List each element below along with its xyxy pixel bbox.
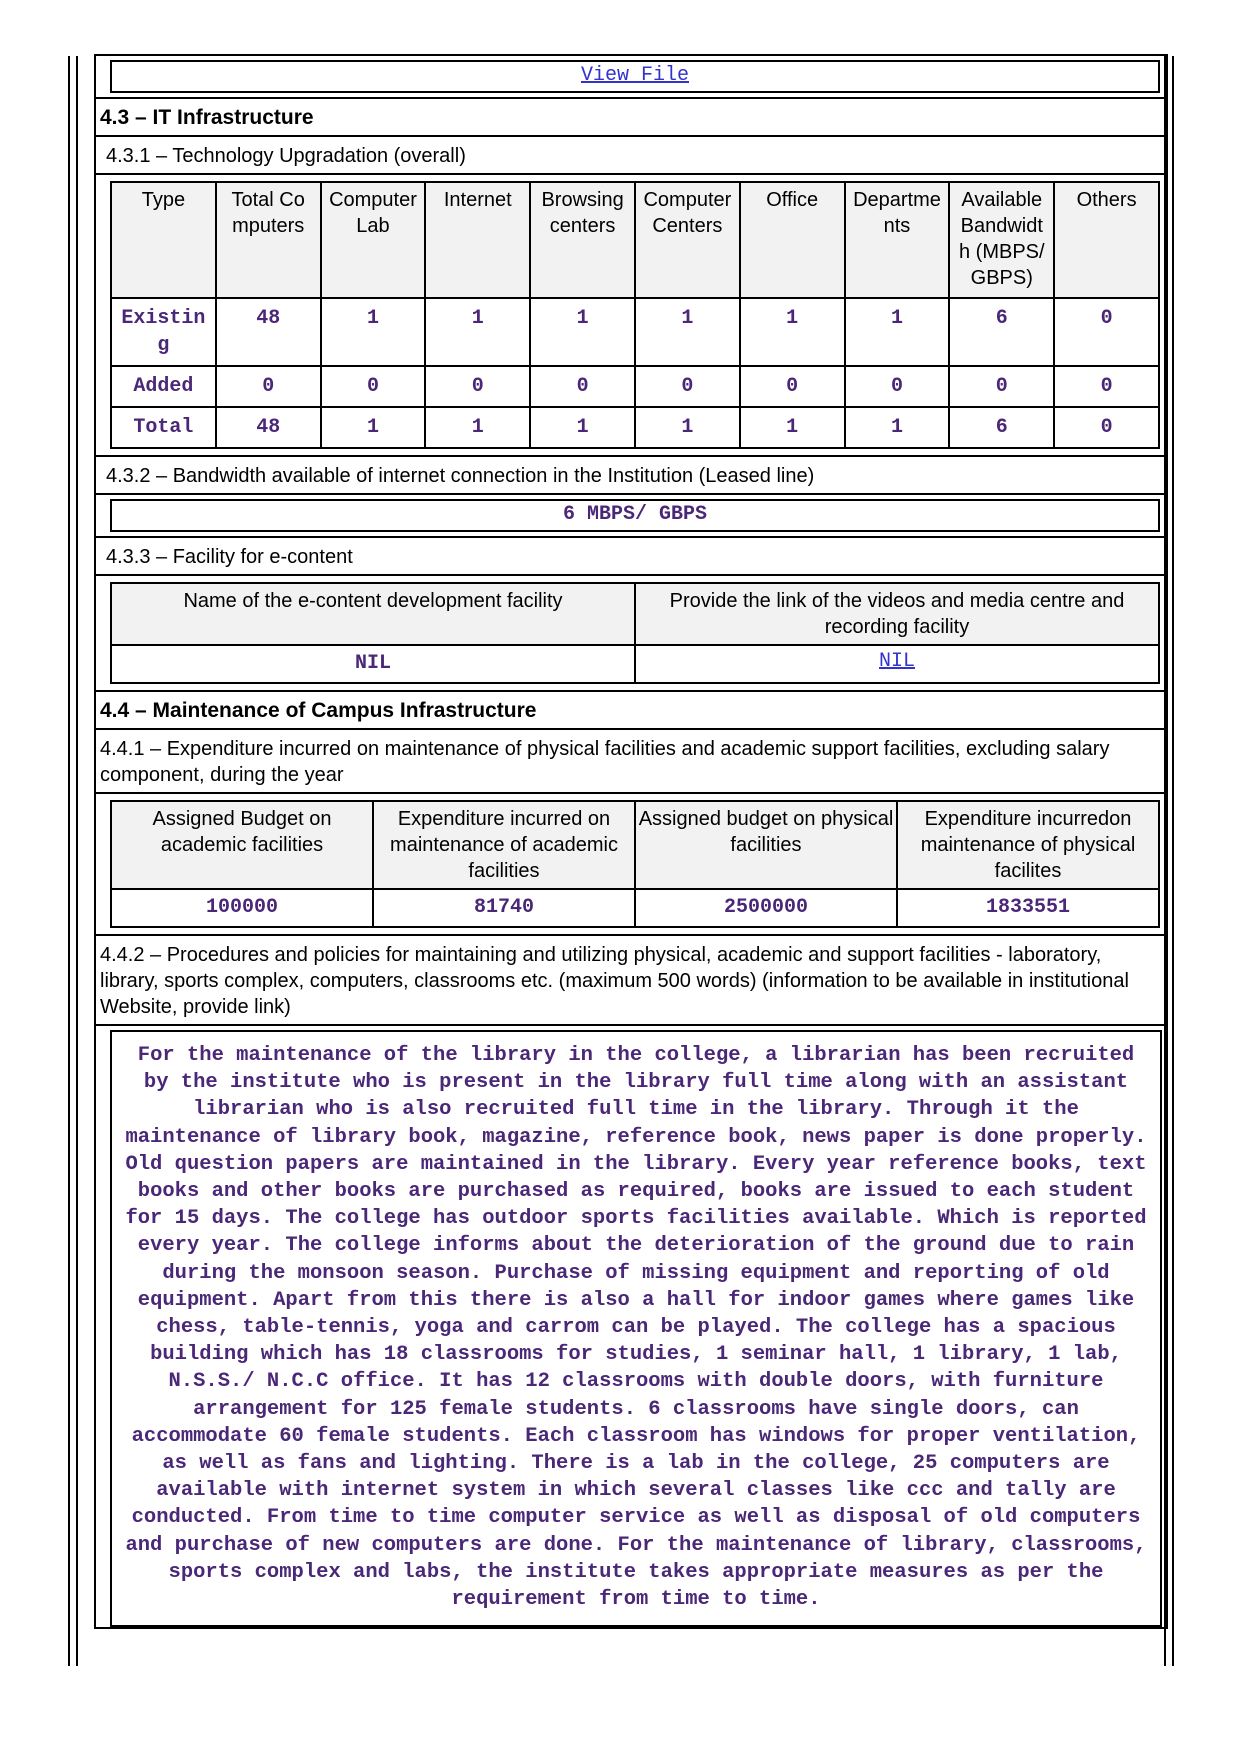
row-label-total: Total	[111, 407, 216, 448]
table-cell: 0	[845, 366, 950, 407]
col-header-computer-lab: Computer Lab	[321, 182, 426, 298]
section-4-4-2-text-wrap	[94, 1024, 1168, 1629]
row-label-existing: Existin g	[111, 298, 216, 366]
col-header-computer-centers: Computer Centers	[635, 182, 740, 298]
table-cell: 1	[845, 407, 950, 448]
col-header-physical-expenditure: Expenditure incurredon maintenance of physical facilites	[897, 801, 1159, 889]
row-label-added: Added	[111, 366, 216, 407]
view-file-link[interactable]: View File	[580, 64, 690, 87]
table-cell: 1	[530, 407, 635, 448]
table-cell: 1	[425, 298, 530, 366]
section-4-3-1-label: 4.3.1 – Technology Upgradation (overall)	[94, 135, 1168, 175]
table-cell: 0	[1054, 298, 1159, 366]
table-cell: 0	[425, 366, 530, 407]
section-4-3-heading: 4.3 – IT Infrastructure	[94, 97, 1168, 137]
section-4-3-3-label: 4.3.3 – Facility for e-content	[94, 536, 1168, 576]
section-4-3-1-table-wrap	[94, 173, 1168, 457]
table-cell: 1	[635, 407, 740, 448]
table-cell: 1	[740, 298, 845, 366]
page-border-right-outer	[1172, 56, 1174, 1666]
table-cell: 0	[1054, 407, 1159, 448]
table-cell: 6	[949, 298, 1054, 366]
e-content-table	[110, 582, 1160, 684]
physical-budget-value: 2500000	[635, 889, 897, 927]
col-header-academic-expenditure: Expenditure incurred on maintenance of academic facilities	[373, 801, 635, 889]
academic-budget-value: 100000	[111, 889, 373, 927]
table-cell: 0	[740, 366, 845, 407]
section-4-4-heading: 4.4 – Maintenance of Campus Infrastructure	[94, 690, 1168, 730]
table-cell: 0	[949, 366, 1054, 407]
table-cell: 48	[216, 407, 321, 448]
table-row	[111, 366, 1159, 407]
col-header-facility-name: Name of the e-content development facility	[111, 583, 635, 645]
table-header-row	[111, 801, 1159, 889]
table-row	[111, 645, 1159, 683]
table-cell: 1	[635, 298, 740, 366]
col-header-academic-budget: Assigned Budget on academic facilities	[111, 801, 373, 889]
table-header-row	[111, 182, 1159, 298]
technology-upgradation-table	[110, 181, 1160, 449]
table-cell: 1	[425, 407, 530, 448]
report-frame	[94, 56, 1168, 1629]
section-4-4-2-label: 4.4.2 – Procedures and policies for maintaining and utilizing physical, academic and support facilities - laboratory, library, sports complex, computers, classrooms etc. (maximum 500 words) (information to be available in institutional Website, provide link)	[94, 934, 1168, 1026]
col-header-others: Others	[1054, 182, 1159, 298]
col-header-office: Office	[740, 182, 845, 298]
table-row	[111, 298, 1159, 366]
view-file-row	[94, 54, 1168, 99]
section-4-3-2-value-wrap	[94, 493, 1168, 538]
col-header-bandwidth: Available Bandwidt h (MBPS/ GBPS)	[949, 182, 1054, 298]
table-cell: 0	[216, 366, 321, 407]
maintenance-policy-text: For the maintenance of the library in the college, a librarian has been recruited by the institute who is present in the library full time along with an assistant librarian who is also recruited full time in the library. Through it the maintenance of library book, magazine, reference book, news paper is done properly. Old question papers are maintained in the library. Every year reference books, text books and other books are purchased as required, books are issued to each student for 15 days. The college has outdoor sports facilities available. Which is reported every year. The college informs about the deterioration of the ground due to rain during the monsoon season. Purchase of missing equipment and reporting of old equipment. Apart from this there is also a hall for indoor games where games like chess, table-tennis, yoga and carrom can be played. The college has a spacious building which has 18 classrooms for studies, 1 seminar hall, 1 library, 1 lab, N.S.S./ N.C.C office. It has 12 classrooms with double doors, with furniture arrangement for 125 female students. 6 classrooms have single doors, can accommodate 60 female students. Each classroom has windows for proper ventilation, as well as fans and lighting. There is a lab in the college, 25 computers are available with internet system in which several classes like ccc and tally are conducted. From time to time computer service as well as disposal of old computers and purchase of new computers are done. For the maintenance of library, classrooms, sports complex and labs, the institute takes appropriate measures as per the requirement from time to time.	[110, 1030, 1162, 1627]
bandwidth-value: 6 MBPS/ GBPS	[562, 503, 708, 526]
section-4-3-2-label: 4.3.2 – Bandwidth available of internet connection in the Institution (Leased line)	[94, 455, 1168, 495]
section-4-4-1-table-wrap	[94, 792, 1168, 936]
table-cell: 1	[321, 407, 426, 448]
col-header-media-link: Provide the link of the videos and media centre and recording facility	[635, 583, 1159, 645]
table-cell: 0	[1054, 366, 1159, 407]
facility-name-value: NIL	[111, 645, 635, 683]
media-link-cell	[635, 645, 1159, 683]
page-border-left-outer	[68, 56, 70, 1666]
section-4-3-3-table-wrap	[94, 574, 1168, 692]
col-header-physical-budget: Assigned budget on physical facilities	[635, 801, 897, 889]
table-cell: 1	[740, 407, 845, 448]
view-file-box	[110, 60, 1160, 93]
physical-expenditure-value: 1833551	[897, 889, 1159, 927]
bandwidth-value-box	[110, 499, 1160, 532]
table-cell: 1	[530, 298, 635, 366]
table-cell: 1	[321, 298, 426, 366]
table-cell: 0	[635, 366, 740, 407]
table-cell: 0	[321, 366, 426, 407]
col-header-internet: Internet	[425, 182, 530, 298]
col-header-type: Type	[111, 182, 216, 298]
col-header-browsing-centers: Browsing centers	[530, 182, 635, 298]
table-row	[111, 407, 1159, 448]
table-row	[111, 889, 1159, 927]
table-header-row	[111, 583, 1159, 645]
table-cell: 0	[530, 366, 635, 407]
table-cell: 48	[216, 298, 321, 366]
section-4-4-1-label: 4.4.1 – Expenditure incurred on maintenance of physical facilities and academic support facilities, excluding salary component, during the year	[94, 728, 1168, 794]
academic-expenditure-value: 81740	[373, 889, 635, 927]
col-header-departments: Departme nts	[845, 182, 950, 298]
table-cell: 6	[949, 407, 1054, 448]
maintenance-expenditure-table	[110, 800, 1160, 928]
table-cell: 1	[845, 298, 950, 366]
media-link[interactable]: NIL	[878, 650, 915, 673]
col-header-total-computers: Total Co mputers	[216, 182, 321, 298]
page-border-left-inner	[76, 56, 78, 1666]
